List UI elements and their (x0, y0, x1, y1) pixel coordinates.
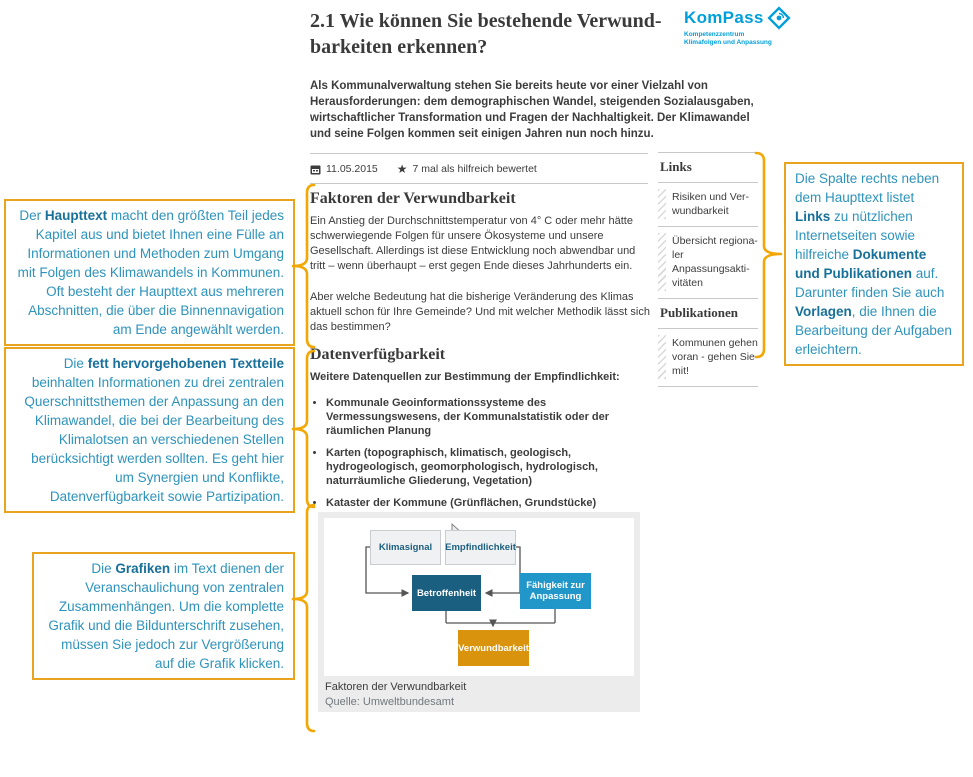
star-icon: ★ (396, 162, 408, 176)
callout-spalte: Die Spalte rechts neben dem Haupttext listet Links zu nützlichen Internetseiten sowie hilfreiche Dokumente und Publikationen auf. Darunter finden Sie auch Vorlagen, die Ihnen die Bearbeitung der Aufgaben erleichtern. (784, 162, 964, 366)
callout-fetttext: Die fett hervorgehobenen Textteile beinhalten Informationen zu drei zentralen Querschnittsthemen der Anpassung an den Klimawandel, die bei der Bearbeitung des Klimalotsen an verschiedenen Stellen berücksichtigt werden sollten. Es geht hier um Synergien und Konflikte, Datenverfügbarkeit sowie Partizipation. (4, 347, 295, 513)
node-empfindlichkeit: Empfindlichkeit (445, 530, 516, 565)
bullet-item: • Kataster der Kommune (Grünflächen, Grundstücke) (326, 496, 650, 510)
sidebar-heading-publikationen: Publikationen (660, 305, 739, 320)
divider (310, 183, 648, 184)
compass-icon (767, 6, 791, 30)
node-betroffenheit: Betroffenheit (412, 575, 481, 611)
figure-caption: Faktoren der Verwundbarkeit (325, 681, 467, 693)
publish-date: 11.05.2015 (326, 163, 378, 175)
bullet-item: • Karten (topographisch, klimatisch, geologisch, hydrogeologisch, geomorphologisch, hydrologisch, naturräumliche Gliederung, Vegetation) (326, 446, 650, 488)
bracket-spalte (752, 150, 784, 360)
divider (658, 386, 758, 387)
sidebar-link-risiken[interactable]: Risiken und Ver-wundbarkeit (658, 183, 758, 226)
kompass-logo[interactable] (684, 6, 794, 47)
paragraph-faktoren-2: Aber welche Bedeutung hat die bisherige Veränderung des Klimas aktuell schon für Ihre Gemeinde? Und mit welcher Methodik lässt sich das bestimmen? (310, 291, 650, 333)
sidebar-link-uebersicht[interactable]: Übersicht regiona-ler Anpassungsakti-vitäten (658, 227, 758, 298)
bullet-item: • Kommunale Geoinformationssysteme des Vermessungswesens, der Kommunalstatistik oder der räumlichen Planung (326, 396, 650, 438)
figure-source: Quelle: Umweltbundesamt (325, 696, 455, 708)
sidebar-link-kommunen[interactable]: Kommunen gehen voran - gehen Sie mit! (658, 329, 758, 386)
daten-bullet-list (310, 396, 650, 518)
vulnerability-figure[interactable] (318, 512, 640, 712)
section-heading-daten: Datenverfügbarkeit (310, 346, 446, 363)
daten-lead: Weitere Datenquellen zur Bestimmung der Empfindlichkeit: (310, 371, 620, 383)
divider (310, 153, 648, 154)
intro-paragraph: Als Kommunalverwaltung stehen Sie bereits heute vor einer Vielzahl von Herausforderungen: dem demographischen Wandel, steigenden Sozialausgaben, wirtschaftlicher Transformation und Fragen der Nachhaltigkeit. Der Klimawandel und seine Folgen kommen seit einigen Jahren nun noch hinzu. (310, 80, 754, 140)
node-faehigkeit: Fähigkeit zur Anpassung (520, 573, 591, 609)
bracket-grafiken (290, 502, 317, 734)
page-title-line-1: 2.1 Wie können Sie bestehende Verwund- (310, 10, 662, 32)
callout-haupttext: Der Haupttext macht den größten Teil jedes Kapitel aus und bietet Ihnen eine Fülle an Informationen und Methoden zum Umgang mit Folgen des Klimawandels in Kommunen. Oft besteht der Haupttext aus mehreren Abschnitten, die über die Binnennavigation am Ende angewählt werden. (4, 199, 295, 346)
bracket-haupttext (290, 182, 317, 350)
node-verwundbarkeit: Verwundbarkeit (458, 630, 529, 666)
sidebar (658, 152, 758, 387)
page-title (310, 8, 705, 60)
kompass-logo-subtitle: Kompetenzzentrum Klimafolgen und Anpassung (684, 31, 772, 46)
page-title-line-2: barkeiten erkennen? (310, 36, 488, 58)
rating-text: 7 mal als hilfreich bewertet (412, 163, 537, 175)
bracket-fetttext (290, 348, 317, 510)
vulnerability-diagram (324, 518, 634, 676)
section-heading-faktoren: Faktoren der Verwundbarkeit (310, 190, 516, 207)
paragraph-faktoren-1: Ein Anstieg der Durchschnittstemperatur von 4° C oder mehr hätte schwerwiegende Folgen für unsere Ökosysteme und unsere Gesellschaft. Allerdings ist diese Entwicklung noch abwendbar und tritt – wenn überhaupt – erst gegen Ende dieses Jahrhunderts ein. (310, 215, 636, 272)
kompass-logo-text: KomPass (684, 8, 764, 27)
callout-grafiken: Die Grafiken im Text dienen der Veranschaulichung von zentralen Zusammenhängen. Um die komplette Grafik und die Bildunterschrift zusehen, müssen Sie jedoch zur Vergrößerung auf die Grafik klicken. (32, 552, 295, 680)
article-meta (310, 160, 648, 178)
node-klimasignal: Klimasignal (370, 530, 441, 565)
calendar-icon (310, 164, 321, 175)
sidebar-heading-links: Links (660, 159, 692, 174)
